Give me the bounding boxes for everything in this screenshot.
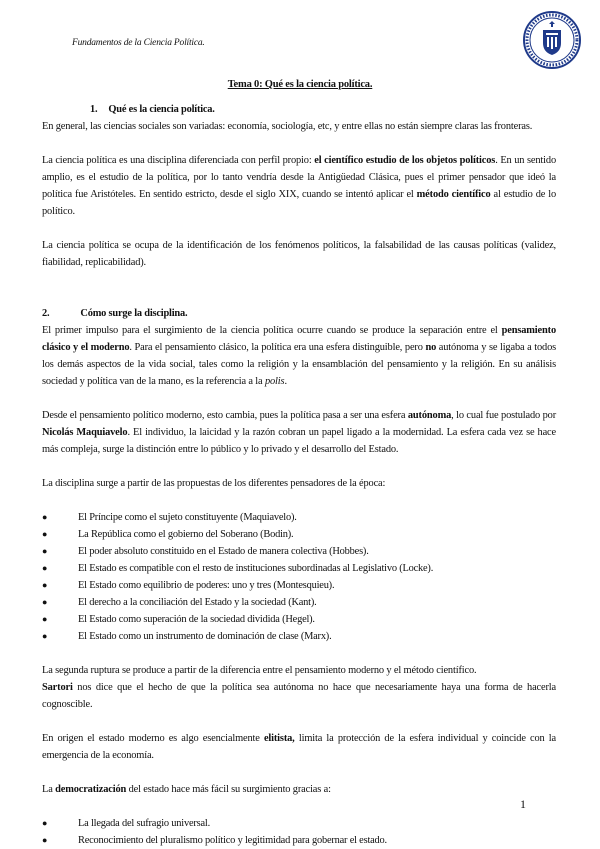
list-item: ● La llegada del sufragio universal. <box>42 818 210 829</box>
section-2-paragraph-1: El primer impulso para el surgimiento de la ciencia política ocurre cuando se produce la separación entre el pensamiento clásico y el moderno. Para el pensamiento clásico, la política era una esfera distinguible, pero no autónoma y se ligaba a todos los demás aspectos de la vida social, tales como la religión y la ensamblación del pensamiento y la religión. En su análisis sociedad y política van de la mano, es la referencia a la polis. <box>42 325 557 387</box>
list-item: ● Reconocimiento del pluralismo político y legitimidad para gobernar el estado. <box>42 835 387 846</box>
section-2-paragraph-4: La segunda ruptura se produce a partir de la diferencia entre el pensamiento moderno y el método científico. Sartori nos dice que el hecho de que la política sea autónoma no hace que necesariamente haya una forma de hacerla cognoscible. <box>42 665 556 710</box>
list-item: ● La República como el gobierno del Soberano (Bodin). <box>42 529 294 540</box>
democratization-list <box>42 815 556 849</box>
section-2-paragraph-3: La disciplina surge a partir de las propuestas de los diferentes pensadores de la época: <box>42 478 386 489</box>
list-item: ● El derecho a la conciliación del Estado y la sociedad (Kant). <box>42 597 317 608</box>
section-1-paragraph-1: En general, las ciencias sociales son variadas: economía, sociología, etc, y entre ellas no están siempre claras las fronteras. <box>42 121 533 132</box>
page-number: 1 <box>520 797 526 811</box>
section-1-title: Qué es la ciencia política. <box>108 104 215 115</box>
section-2-title: Cómo surge la disciplina. <box>80 308 188 319</box>
section-2-paragraph-2: Desde el pensamiento político moderno, esto cambia, pues la política pasa a ser una esfera autónoma, lo cual fue postulado por Nicolás Maquiavelo. El individuo, la laicidad y la razón cobran un papel ligado a la modernidad. La esfera cada vez se hace más compleja, surge la distinción entre lo público y lo privado y el desarrollo del Estado. <box>42 410 557 455</box>
section-2-heading <box>42 305 556 322</box>
section-2-paragraph-5: En origen el estado moderno es algo esencialmente elitista, limita la protección de la esfera individual y coincide con la emergencia de la economía. <box>42 733 556 761</box>
list-item: ● El Estado como superación de la sociedad dividida (Hegel). <box>42 614 315 625</box>
page-title: Tema 0: Qué es la ciencia política. <box>227 79 373 90</box>
section-2-number: 2. <box>42 308 50 319</box>
section-1-paragraph-2: La ciencia política es una disciplina diferenciada con perfil propio: el científico estudio de los objetos políticos. En un sentido amplio, es el estudio de la política, por lo tanto vendría desde la Antigüedad Clásica, pues el primer pensador que ideó la política fue Aristóteles. En sentido estricto, desde el siglo XIX, cuando se intentó aplicar el método científico al estudio de lo político. <box>42 155 556 217</box>
running-header: Fundamentos de la Ciencia Política. <box>72 38 205 48</box>
section-2-paragraph-6: La democratización del estado hace más fácil su surgimiento gracias a: <box>42 784 331 795</box>
list-item: ● El Príncipe como el sujeto constituyente (Maquiavelo). <box>42 512 297 523</box>
document-body <box>42 101 556 849</box>
list-item: ● El Estado como un instrumento de dominación de clase (Marx). <box>42 631 332 642</box>
list-item: ● El poder absoluto constituido en el Estado de manera colectiva (Hobbes). <box>42 546 369 557</box>
list-item: ● El Estado es compatible con el resto de instituciones subordinadas al Legislativo (Locke). <box>42 563 434 574</box>
section-1-heading <box>42 101 556 118</box>
university-seal-icon <box>522 10 582 70</box>
section-1-number: 1. <box>90 104 98 115</box>
list-item: ● El Estado como equilibrio de poderes: uno y tres (Montesquieu). <box>42 580 335 591</box>
section-1-paragraph-3: La ciencia política se ocupa de la identificación de los fenómenos políticos, la falsabilidad de las causas políticas (validez, fiabilidad, replicabilidad). <box>42 240 556 268</box>
thinkers-list <box>42 509 556 645</box>
